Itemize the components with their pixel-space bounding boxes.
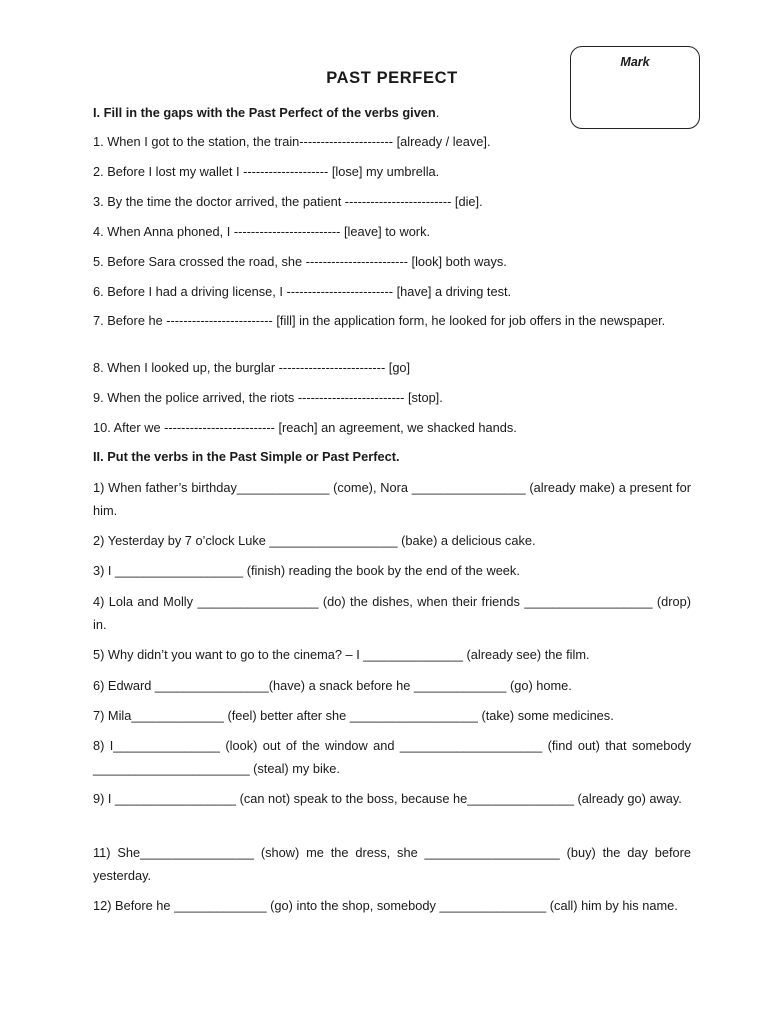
exercise-1-item: 7. Before he ------------------------- [fill] in the application form, he looked for job offers in the newspaper. (93, 313, 666, 328)
exercise-2-item: 7) Mila_____________ (feel) better after she __________________ (take) some medicines. (93, 708, 614, 723)
exercise-2-item: 1) When father’s birthday_____________ (come), Nora ________________ (already make) a present for him. (93, 480, 691, 518)
exercise-2-item: 8) I_______________ (look) out of the window and ____________________ (find out) that somebody ______________________ (steal) my bike. (93, 738, 691, 776)
exercise-2-item: 2) Yesterday by 7 o’clock Luke __________________ (bake) a delicious cake. (93, 533, 536, 548)
exercise-1-item: 10. After we -------------------------- [reach] an agreement, we shacked hands. (93, 420, 517, 435)
mark-label: Mark (620, 55, 650, 69)
exercise-1-item: 3. By the time the doctor arrived, the patient ------------------------- [die]. (93, 194, 483, 209)
worksheet-title: PAST PERFECT (326, 69, 458, 87)
exercise-1-item: 6. Before I had a driving license, I ------------------------- [have] a driving test. (93, 284, 512, 299)
exercise-2-item: 12) Before he _____________ (go) into the shop, somebody _______________ (call) him by his name. (93, 898, 678, 913)
section-1-heading-text: I. Fill in the gaps with the Past Perfect of the verbs given (93, 105, 436, 120)
exercise-1-item: 9. When the police arrived, the riots ------------------------- [stop]. (93, 390, 443, 405)
exercise-1-item: 1. When I got to the station, the train---------------------- [already / leave]. (93, 134, 491, 149)
exercise-2-item: 4) Lola and Molly _________________ (do) the dishes, when their friends __________________ (drop) in. (93, 594, 691, 632)
exercise-2-item: 5) Why didn’t you want to go to the cinema? – I ______________ (already see) the film. (93, 647, 590, 662)
section-2-heading: II. Put the verbs in the Past Simple or Past Perfect. (93, 449, 400, 464)
exercise-2-item: 9) I _________________ (can not) speak to the boss, because he_______________ (already go) away. (93, 791, 682, 806)
section-1-heading-period: . (435, 105, 440, 120)
exercise-1-item: 4. When Anna phoned, I ------------------------- [leave] to work. (93, 224, 431, 239)
exercise-1-item: 5. Before Sara crossed the road, she ------------------------ [look] both ways. (93, 254, 507, 269)
section-1-heading (93, 105, 439, 120)
exercise-1-item: 8. When I looked up, the burglar ------------------------- [go] (93, 360, 411, 375)
exercise-2-item: 6) Edward ________________(have) a snack before he _____________ (go) home. (93, 678, 572, 693)
exercise-2-item: 3) I __________________ (finish) reading the book by the end of the week. (93, 563, 520, 578)
exercise-2-item: 11) She________________ (show) me the dress, she ___________________ (buy) the day before yesterday. (93, 845, 691, 883)
exercise-1-item: 2. Before I lost my wallet I -------------------- [lose] my umbrella. (93, 164, 440, 179)
